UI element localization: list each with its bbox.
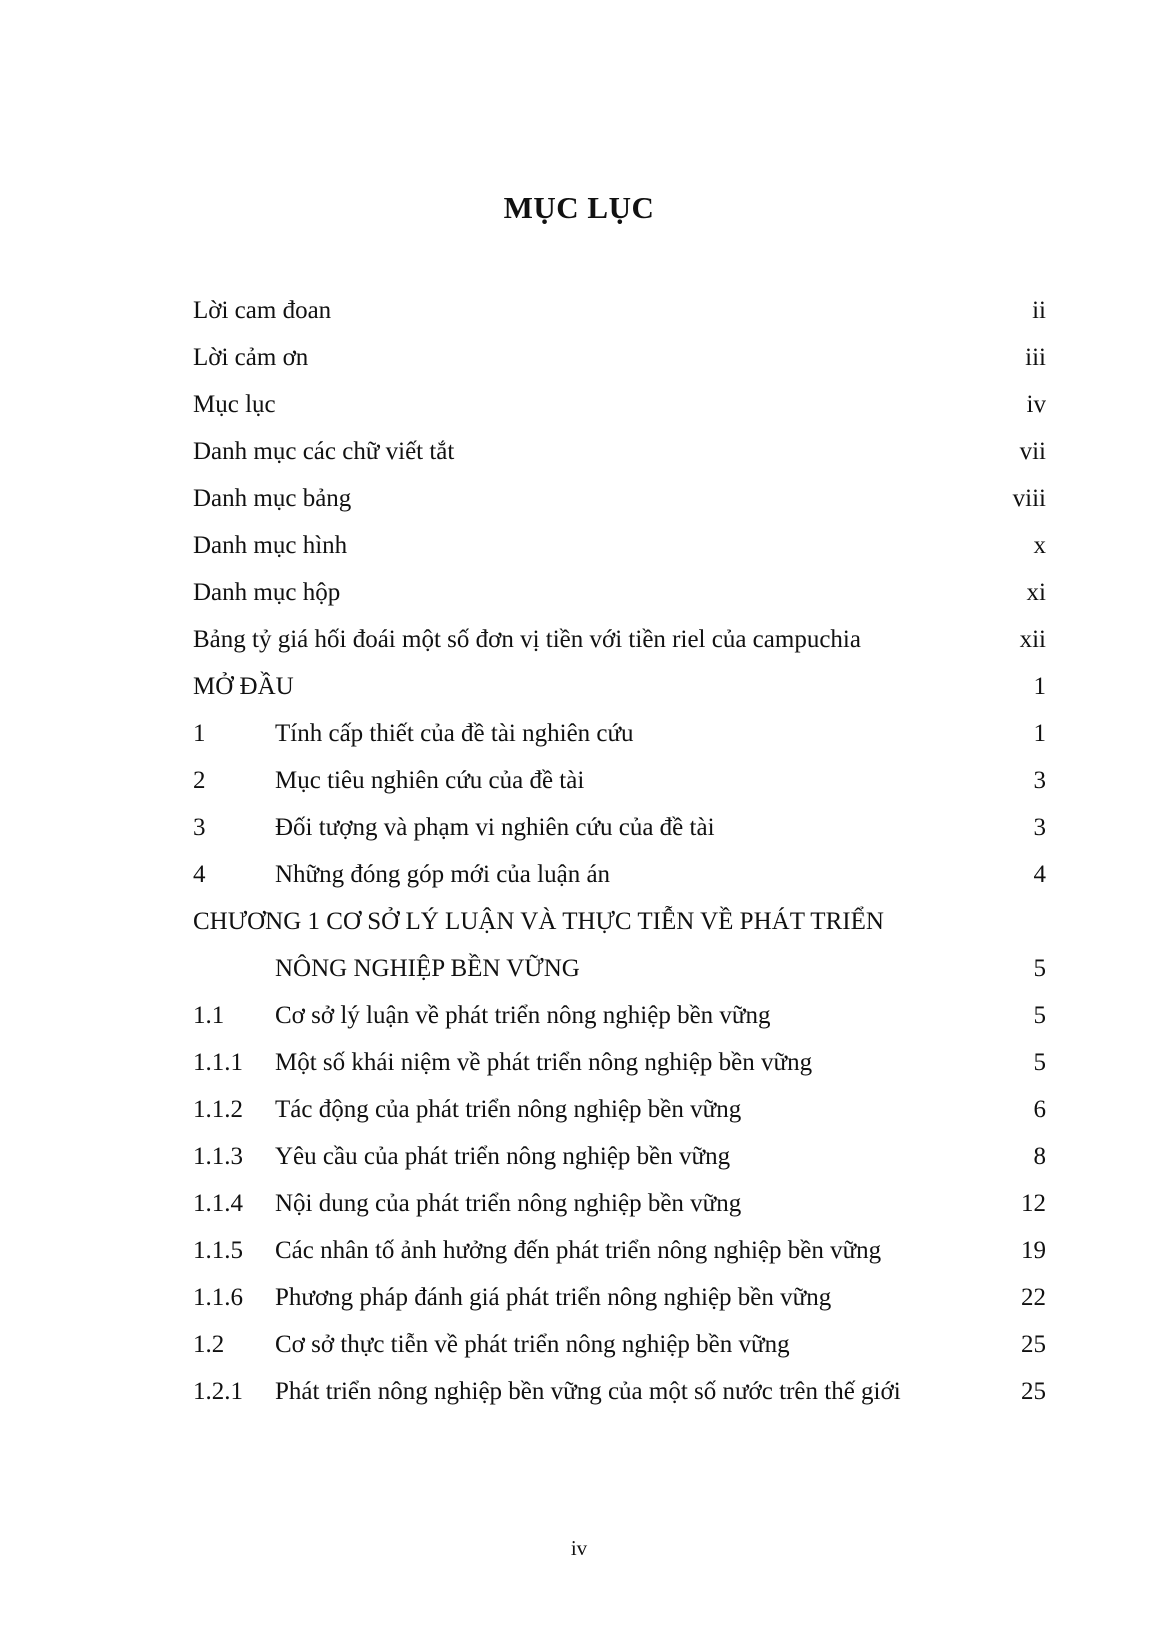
toc-entry-page: 5 — [1033, 1049, 1046, 1076]
page-number-footer: iv — [570, 1536, 588, 1560]
toc-entry-page: 3 — [1033, 767, 1046, 794]
toc-entry-label: Danh mục các chữ viết tắt — [193, 438, 455, 465]
toc-entry-number: 1.1.4 — [193, 1190, 243, 1217]
toc-entry-page: xii — [1019, 626, 1046, 653]
toc-entry-label: Cơ sở thực tiễn về phát triển nông nghiệp bền vững — [275, 1331, 790, 1358]
toc-entry — [193, 1133, 1046, 1180]
toc-entry-page: 12 — [1021, 1190, 1046, 1217]
toc-entry-label: CHƯƠNG 1 CƠ SỞ LÝ LUẬN VÀ THỰC TIỄN VỀ PHÁT TRIỂN — [193, 908, 884, 935]
toc-entry-number: 1.1.1 — [193, 1049, 243, 1076]
toc-entry — [193, 1039, 1046, 1086]
toc-entry-label: Danh mục hình — [193, 532, 348, 559]
toc-entry-page: iii — [1025, 344, 1046, 371]
toc-entry-label: Phương pháp đánh giá phát triển nông nghiệp bền vững — [275, 1284, 832, 1311]
toc-entry — [193, 1180, 1046, 1227]
toc-entry-number: 1.1 — [193, 1002, 225, 1029]
toc-entry-page: 25 — [1021, 1331, 1046, 1358]
toc-entry-label: Các nhân tố ảnh hưởng đến phát triển nông nghiệp bền vững — [275, 1237, 882, 1264]
toc-entry-label: Một số khái niệm về phát triển nông nghiệp bền vững — [275, 1049, 813, 1076]
toc-entry-page: 1 — [1033, 720, 1046, 747]
toc-entry-label: Danh mục hộp — [193, 579, 341, 606]
toc-entry-page: 1 — [1033, 673, 1046, 700]
toc-entry-number: 1.1.3 — [193, 1143, 243, 1170]
toc-entry-page: 19 — [1021, 1237, 1046, 1264]
toc-entry-number: 1.1.6 — [193, 1284, 243, 1311]
toc-entry-label: MỞ ĐẦU — [193, 673, 294, 700]
toc-entry-label: Mục tiêu nghiên cứu của đề tài — [275, 767, 585, 794]
toc-entry-page: 4 — [1033, 861, 1046, 888]
toc-entry-number: 1.2 — [193, 1331, 225, 1358]
toc-entry-number: 4 — [193, 861, 206, 888]
toc-entry — [193, 804, 1046, 851]
toc-entry-label: Cơ sở lý luận về phát triển nông nghiệp bền vững — [275, 1002, 771, 1029]
toc-entry-label: Danh mục bảng — [193, 485, 352, 512]
table-of-contents — [193, 287, 1046, 1415]
toc-entry — [193, 569, 1046, 616]
toc-entry-page: ii — [1032, 297, 1046, 324]
toc-entry-page: 22 — [1021, 1284, 1046, 1311]
toc-entry — [193, 475, 1046, 522]
toc-entry-page: 3 — [1033, 814, 1046, 841]
toc-entry-label: Mục lục — [193, 391, 276, 418]
toc-entry — [193, 992, 1046, 1039]
toc-entry-label: Lời cam đoan — [193, 297, 332, 324]
toc-entry — [193, 945, 1046, 992]
toc-entry — [193, 334, 1046, 381]
toc-entry-page: 25 — [1021, 1378, 1046, 1405]
toc-entry — [193, 616, 1046, 663]
toc-entry-number: 2 — [193, 767, 206, 794]
toc-entry — [193, 287, 1046, 334]
toc-entry-label: NÔNG NGHIỆP BỀN VỮNG — [275, 955, 580, 982]
toc-entry-page: 5 — [1033, 1002, 1046, 1029]
toc-entry-label: Yêu cầu của phát triển nông nghiệp bền vững — [275, 1143, 731, 1170]
toc-entry-page: xi — [1026, 579, 1046, 606]
toc-entry-page: 6 — [1033, 1096, 1046, 1123]
toc-entry — [193, 1368, 1046, 1415]
toc-entry-number: 1 — [193, 720, 206, 747]
toc-entry — [193, 381, 1046, 428]
toc-entry — [193, 1274, 1046, 1321]
toc-entry-page: x — [1033, 532, 1046, 559]
toc-entry-page: vii — [1019, 438, 1046, 465]
toc-entry-label: Lời cảm ơn — [193, 344, 309, 371]
toc-entry-page: 8 — [1033, 1143, 1046, 1170]
toc-entry — [193, 1086, 1046, 1133]
toc-entry-page: 5 — [1033, 955, 1046, 982]
page-title: MỤC LỤC — [503, 190, 655, 225]
toc-entry — [193, 1227, 1046, 1274]
toc-entry-page: iv — [1026, 391, 1046, 418]
toc-entry-number: 1.1.2 — [193, 1096, 243, 1123]
toc-entry-label: Tính cấp thiết của đề tài nghiên cứu — [275, 720, 634, 747]
toc-entry-label: Những đóng góp mới của luận án — [275, 861, 611, 888]
toc-entry — [193, 428, 1046, 475]
toc-entry-number: 1.2.1 — [193, 1378, 243, 1405]
toc-entry-label: Tác động của phát triển nông nghiệp bền vững — [275, 1096, 742, 1123]
toc-entry — [193, 898, 1046, 945]
toc-entry — [193, 1321, 1046, 1368]
toc-entry-page: viii — [1012, 485, 1046, 512]
toc-entry — [193, 851, 1046, 898]
toc-entry — [193, 522, 1046, 569]
toc-entry-label: Đối tượng và phạm vi nghiên cứu của đề tài — [275, 814, 715, 841]
toc-entry — [193, 663, 1046, 710]
toc-entry-label: Nội dung của phát triển nông nghiệp bền vững — [275, 1190, 742, 1217]
toc-entry — [193, 710, 1046, 757]
toc-entry-number: 1.1.5 — [193, 1237, 243, 1264]
toc-entry-label: Phát triển nông nghiệp bền vững của một số nước trên thế giới — [275, 1378, 901, 1405]
toc-entry-number: 3 — [193, 814, 206, 841]
toc-entry-label: Bảng tỷ giá hối đoái một số đơn vị tiền với tiền riel của campuchia — [193, 626, 861, 653]
toc-entry — [193, 757, 1046, 804]
